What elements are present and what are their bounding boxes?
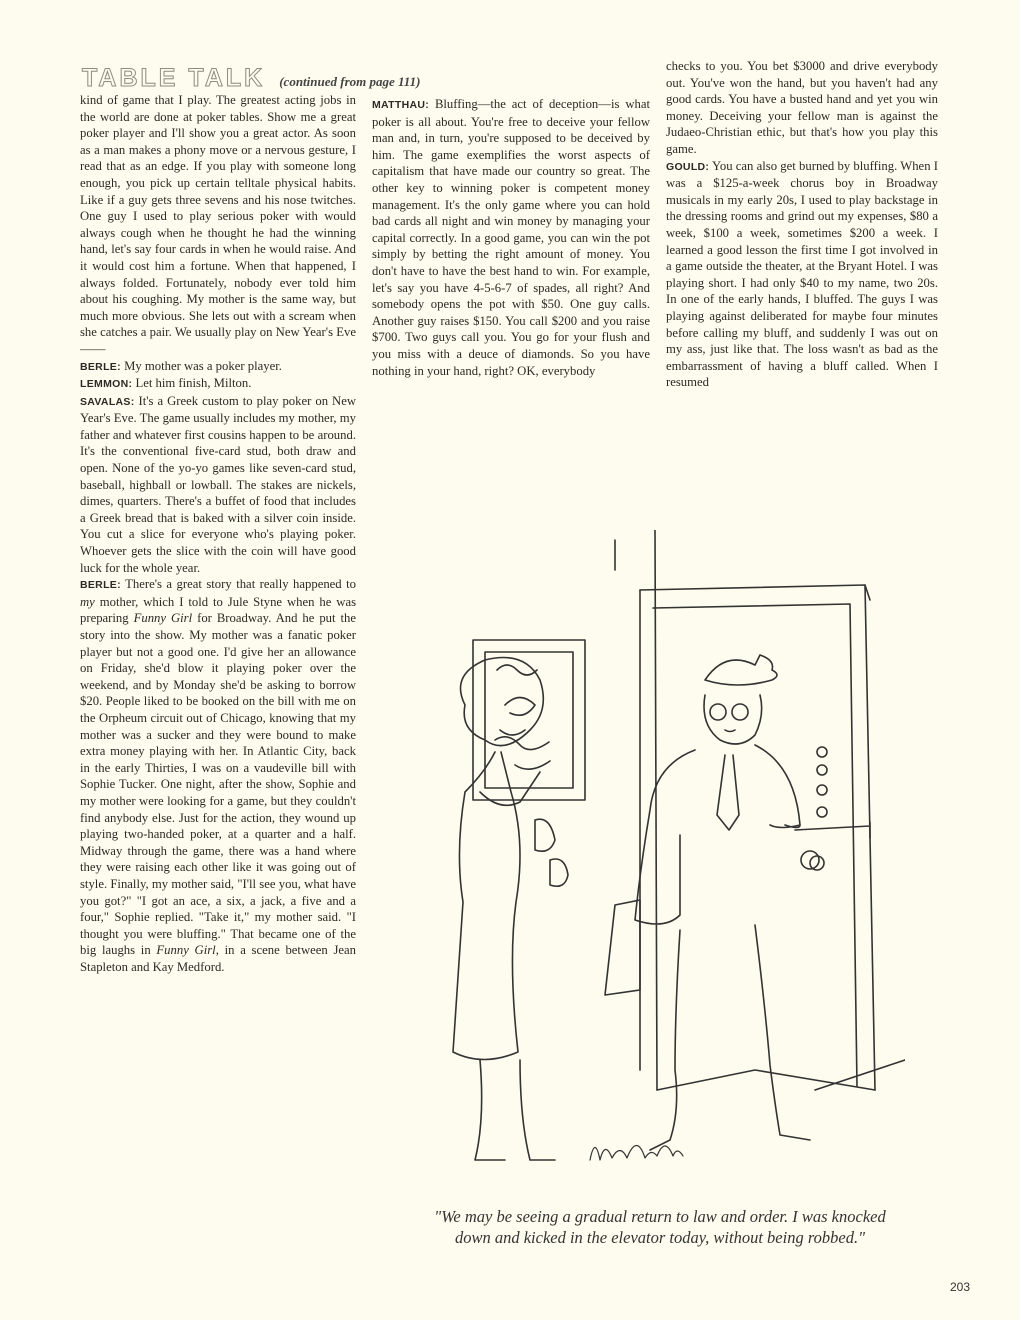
paragraph-text: Let him finish, Milton. [135,376,252,391]
man-legs [650,925,810,1150]
door-knob [810,856,824,870]
continued-from-note: (continued from page 111) [279,74,421,89]
wall-corner-line [655,530,657,1090]
cocktail-glass [535,819,555,851]
paragraph [80,393,356,577]
door-outline [653,604,857,1086]
speaker-name: SAVALAS: [80,395,135,408]
woman-legs [475,1060,555,1160]
paragraph-text: kind of game that I play. The greatest acting jobs in the world are done at poker tables. Show me a great poker player and I'll show you a great actor. As soon as a man makes a phony move or a nervous gesture, I read that as an edge. If you play with someone long enough, you pick up certain telltale physical habits. Like if a guy gets three sevens and his nose twitches. One guy I used to play serious poker with would always cough when he thought he had the winning hand, let's say four cards in when he would raise. And it would cost him a fortune. When that happened, I always folded. Fortunately, nobody ever told him about his coughing. My mother is the same way, but much more obvious. She lets out with a scream when she catches a pair. We usually play on New Year's Eve—— [80,93,356,356]
door-frame-top [640,585,870,600]
woman-face [500,730,525,735]
paragraph [80,576,356,975]
man-tie [717,755,739,830]
speaker-name: MATTHAU: [372,99,430,111]
picture-scribbles [495,665,550,769]
emphasis-text: my [80,594,95,609]
man-hat [705,655,777,685]
title-reference: Funny Girl, [156,943,219,958]
page-header [82,64,420,93]
speaker-name: LEMMON: [80,378,133,391]
paragraph-text: It's a Greek custom to play poker on New Year's Eve. The game usually includes my mother, my father and whatever first cousins happen to be around. It's the conventional five-card stud, both draw and open. None of the yo-yo games like seven-card stud, baseball, highball or lowball. The stakes are nickels, dimes, quarters. There's a buffet of food that includes a Greek bread that is baked with a silver coin inside. You cut a slice for everyone who's playing poker. Whoever gets the slice with the coin will have good luck for the whole year. [80,393,356,575]
paragraph [666,158,938,391]
paragraph [80,375,356,393]
paragraph-text: mother, which I told to Jule Styne when he was preparing [80,594,357,626]
paragraph-text: My mother was a poker player. [124,358,282,373]
man-mouth [725,730,735,732]
paragraph-text: checks to you. You bet $3000 and drive everybody out. You've won the hand, but you haven't had any good cards. You have a busted hand and yet you win money. Deceiving your fellow man is against the Judaeo-Christian ethic, but that's how you play this game. [666,59,938,156]
man-face [704,695,762,744]
paragraph-text: for Broadway. And he put the story into the show. My mother was a fanatic poker player but not a good one. I'd give her an allowance on Friday, she'd blow it playing poker over the weekend, and by Monday she'd be asking to borrow $20. People liked to be booked on the bill with me on the Orpheum circuit out of Chicago, knowing that my mother was a sucker and they were bound to make extra money playing with her. In Atlantic City, back in the early Thirties, I was on a vaudeville bill with Sophie Tucker. One night, after the show, Sophie and my mother were looking for a game, but they couldn't find anybody else. Just for the action, they wound up playing two-handed poker, at a quarter and a half. Midway through the game, there was a hand where they were raising each other like it was going out of style. Finally, my mother said, "I'll see you, what have you got?" "I got an ace, a six, a jack, a five and a four," Sophie replied. "Take it," my mother said. "I thought you were bluffing." That became one of the big laughs in [80,611,357,958]
cocktail-glass [550,859,568,886]
text-column-3 [666,58,938,391]
floor-line [657,1070,875,1090]
text-column-2 [372,96,650,379]
briefcase [605,900,640,995]
picture-frame-inner [485,652,573,788]
floor-line [815,1060,905,1090]
door-chain [795,822,870,838]
paragraph [666,58,938,158]
paragraph-text: You can also get burned by bluffing. When I was a $125-a-week chorus boy in Broadway musicals in my early 20s, I used to play backstage in the dressing rooms and grind out my expenses, $80 a week, $100 a week, sometimes $200 a week. I learned a good lesson the first time I got involved in a game outside the theater, at the Bryant Hotel. I was playing short. I had only $40 to my name, two 20s. In one of the early hands, I bluffed. The guys I was playing against deliberated for maybe four minutes before calling my bluff, and suddenly I was out on my ass, just like that. The loss wasn't as bad as the embarrassment of having a bluff called. When I resumed [666,158,938,390]
speaker-name: GOULD: [666,160,710,173]
paragraph [372,96,650,379]
paragraph [80,92,356,358]
section-title: TABLE TALK [82,64,266,92]
door-lock-icon [817,747,827,757]
cartoon-caption: "We may be seeing a gradual return to law and order. I was knocked down and kicked in the elevator today, without being robbed." [434,1207,886,1247]
speaker-name: BERLE: [80,360,121,373]
man-glasses [710,704,726,720]
door-lock-icon [817,807,827,817]
paragraph [80,358,356,376]
speaker-name: BERLE: [80,579,121,592]
picture-frame [473,640,585,800]
door-lock-icon [817,785,827,795]
cartoon-drawing [425,530,905,1200]
cartoon-illustration [425,530,905,1200]
man-glasses [732,704,748,720]
page-number: 203 [950,1280,971,1294]
paragraph-text: in a scene between Jean Stapleton and Kay Medford. [80,943,357,974]
title-reference: Funny Girl [133,611,193,626]
door-lock-icon [817,765,827,775]
paragraph-text: There's a great story that really happened to [125,577,356,592]
paragraph-text: Bluffing—the act of deception—is what poker is all about. You're free to deceive your fellow man and, in turn, you're supposed to be deceived by him. The game exemplifies the worst aspects of capitalism that have made our country so great. The other key to winning poker is competent money management. It's the only game where you can hold bad cards all night and win money by managing your capital correctly. In a good game, you can win the pot simply by betting the right amount of money. You don't have to have the best hand to win. For example, let's say you have 4-5-6-7 of spades, all right? And somebody opens the pot with $50. One guy calls. Another guy raises $150. You call $200 and you raise $700. Two guys call you. You go for your flush and you miss with a deuce of diamonds. So you have nothing in your hand, right? OK, everybody [372,97,650,378]
cartoonist-signature [590,1146,683,1161]
man-jacket [635,745,800,924]
text-column-1 [80,92,356,975]
